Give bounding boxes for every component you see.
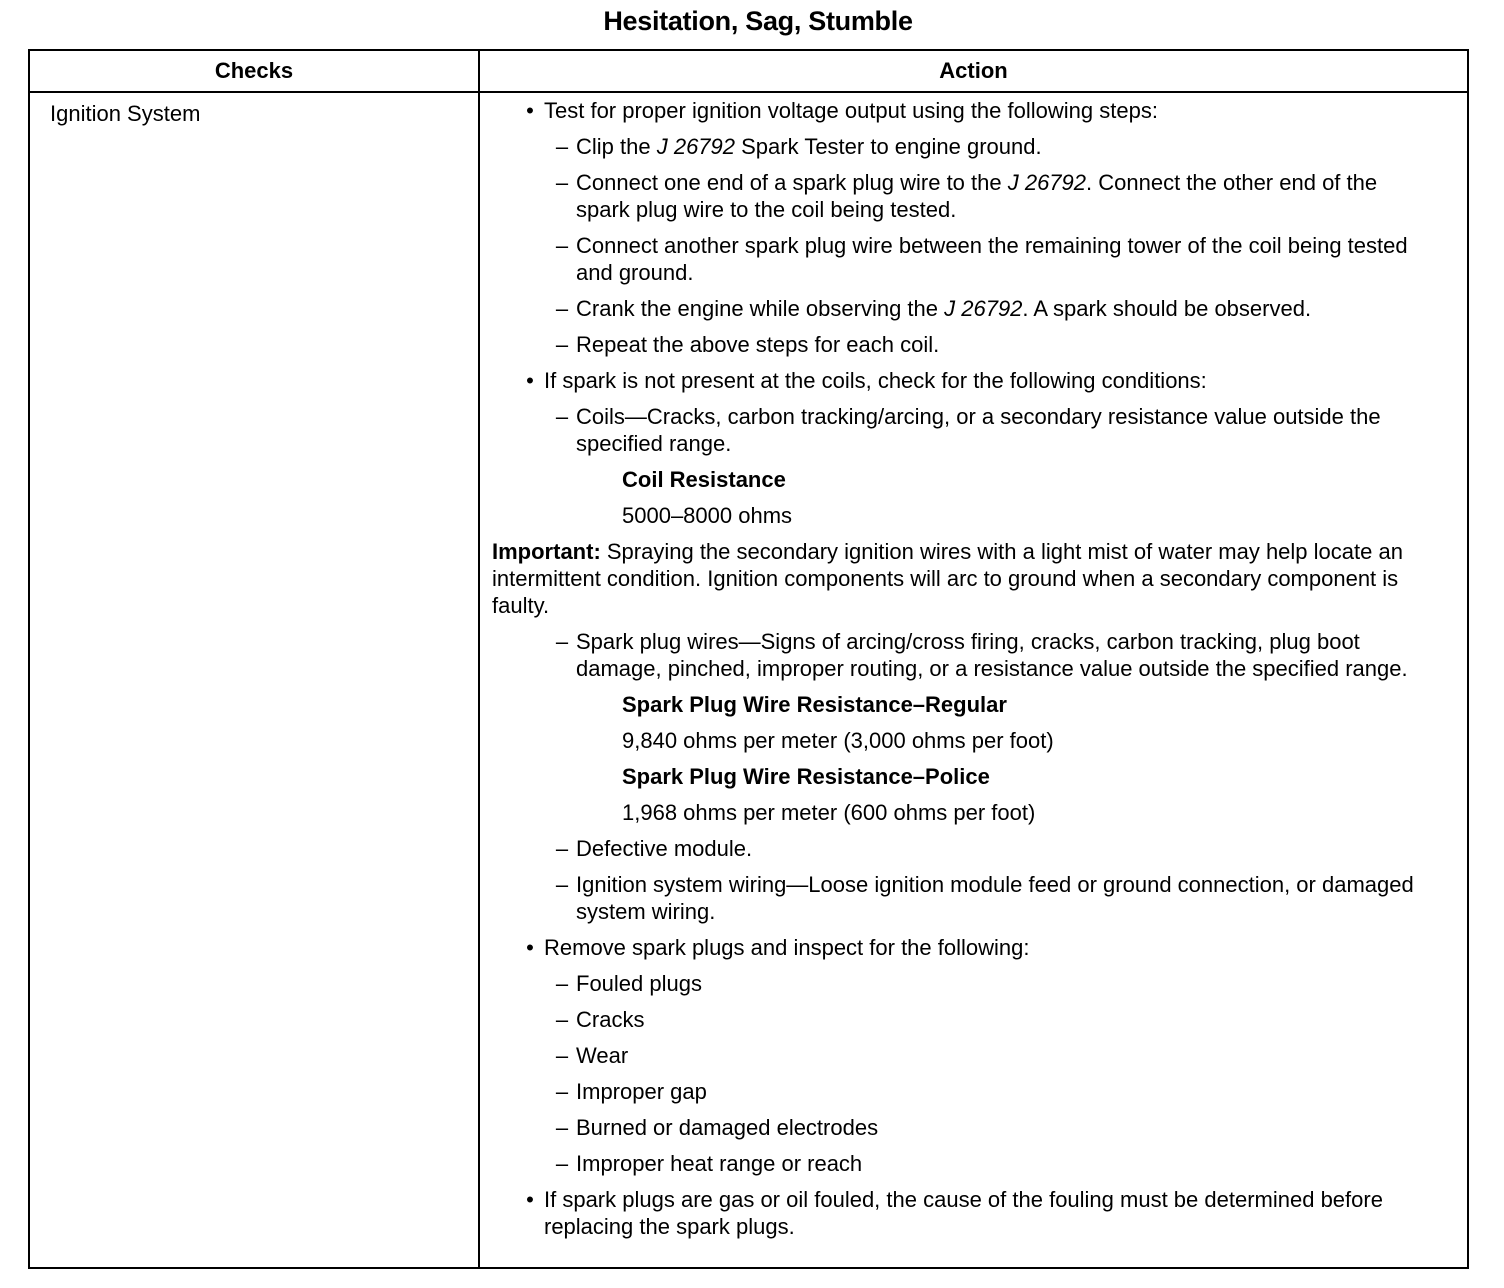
tool-reference: J 26792 <box>656 134 736 159</box>
plug-check-item <box>492 1150 1437 1177</box>
bullet-text: Test for proper ignition voltage output using the following steps: <box>544 98 1158 123</box>
plug-check-text: Wear <box>576 1043 629 1068</box>
step-item <box>492 232 1437 286</box>
condition-item-module <box>492 835 1437 862</box>
condition-item-wiring <box>492 871 1437 925</box>
bullet-item <box>492 367 1437 394</box>
step-text: Connect another spark plug wire between the remaining tower of the coil being tested and ground. <box>576 233 1408 285</box>
dash-icon: – <box>555 971 569 996</box>
spec-label: Spark Plug Wire Resistance–Police <box>622 764 990 789</box>
column-header-checks: Checks <box>29 50 479 92</box>
dash-icon: – <box>555 1115 569 1140</box>
step-text: Repeat the above steps for each coil. <box>576 332 940 357</box>
bullet-text: If spark plugs are gas or oil fouled, the cause of the fouling must be determined before replacing the spark plugs. <box>544 1187 1383 1239</box>
dash-icon: – <box>555 404 569 429</box>
bullet-icon: • <box>526 368 534 393</box>
page-title <box>0 6 1376 37</box>
plug-check-text: Burned or damaged electrodes <box>576 1115 879 1140</box>
tool-reference: J 26792 <box>944 296 1023 321</box>
plug-check-item <box>492 1114 1437 1141</box>
step-item <box>492 295 1437 322</box>
plug-check-text: Improper gap <box>576 1079 707 1104</box>
spec-label: Coil Resistance <box>622 467 786 492</box>
step-text <box>576 295 1437 322</box>
plug-check-text: Fouled plugs <box>576 971 702 996</box>
table-row <box>29 92 1468 1268</box>
bullet-item <box>492 97 1437 124</box>
spec-value: 1,968 ohms per meter (600 ohms per foot) <box>622 800 1036 825</box>
condition-item-wires <box>492 628 1437 682</box>
dash-icon: – <box>555 134 569 159</box>
step-text-pre: Clip the <box>576 134 657 159</box>
dash-icon: – <box>555 296 569 321</box>
bullet-item <box>492 1186 1437 1240</box>
dash-icon: – <box>555 233 569 258</box>
plug-check-item <box>492 1078 1437 1105</box>
plug-check-item <box>492 970 1437 997</box>
dash-icon: – <box>555 629 569 654</box>
dash-icon: – <box>555 1079 569 1104</box>
step-text-post: Spark Tester to engine ground. <box>735 134 1042 159</box>
step-item <box>492 133 1437 160</box>
dash-icon: – <box>555 1043 569 1068</box>
bullet-icon: • <box>526 935 534 960</box>
diagnostic-table <box>28 49 1469 1269</box>
important-note <box>492 538 1437 619</box>
bullet-item <box>492 934 1437 961</box>
plug-check-text: Improper heat range or reach <box>576 1151 863 1176</box>
important-label: Important: <box>492 539 601 564</box>
dash-icon: – <box>555 872 569 897</box>
dash-icon: – <box>555 332 569 357</box>
spec-value: 9,840 ohms per meter (3,000 ohms per foot) <box>622 728 1054 753</box>
condition-text: Spark plug wires—Signs of arcing/cross firing, cracks, carbon tracking, plug boot damage, pinched, improper routing, or a resistance value outside the specified range. <box>576 629 1408 681</box>
condition-text: Ignition system wiring—Loose ignition module feed or ground connection, or damaged system wiring. <box>576 872 1414 924</box>
bullet-icon: • <box>526 98 534 123</box>
column-header-action: Action <box>479 50 1468 92</box>
step-item <box>492 169 1437 223</box>
step-text-pre: Connect one end of a spark plug wire to the <box>576 170 1008 195</box>
step-text-post: . A spark should be observed. <box>1022 296 1312 321</box>
step-text <box>576 169 1437 223</box>
condition-item-coils <box>492 403 1437 457</box>
bullet-icon: • <box>526 1187 534 1212</box>
step-text-pre: Crank the engine while observing the <box>576 296 945 321</box>
dash-icon: – <box>555 836 569 861</box>
spec-value: 5000–8000 ohms <box>622 503 793 528</box>
tool-reference: J 26792 <box>1007 170 1087 195</box>
action-cell <box>479 92 1468 1268</box>
dash-icon: – <box>555 1151 569 1176</box>
step-text <box>576 133 1437 160</box>
plug-check-item <box>492 1042 1437 1069</box>
check-cell: Ignition System <box>29 92 479 1268</box>
table-header-row <box>29 50 1468 92</box>
step-text-post: . Connect the other end of the spark plug wire to the coil being tested. <box>576 170 1378 222</box>
spec-label: Spark Plug Wire Resistance–Regular <box>622 692 1007 717</box>
step-item <box>492 331 1437 358</box>
plug-check-text: Cracks <box>576 1007 645 1032</box>
condition-text: Defective module. <box>576 836 753 861</box>
dash-icon: – <box>555 170 569 195</box>
bullet-text: If spark is not present at the coils, check for the following conditions: <box>544 368 1207 393</box>
page-title-text: Hesitation, Sag, Stumble <box>603 6 913 36</box>
plug-check-item <box>492 1006 1437 1033</box>
bullet-text: Remove spark plugs and inspect for the following: <box>544 935 1030 960</box>
dash-icon: – <box>555 1007 569 1032</box>
important-text: Spraying the secondary ignition wires with a light mist of water may help locate an intermittent condition. Ignition components will arc to ground when a secondary component is faulty. <box>492 539 1403 618</box>
condition-text: Coils—Cracks, carbon tracking/arcing, or a secondary resistance value outside the specified range. <box>576 404 1381 456</box>
